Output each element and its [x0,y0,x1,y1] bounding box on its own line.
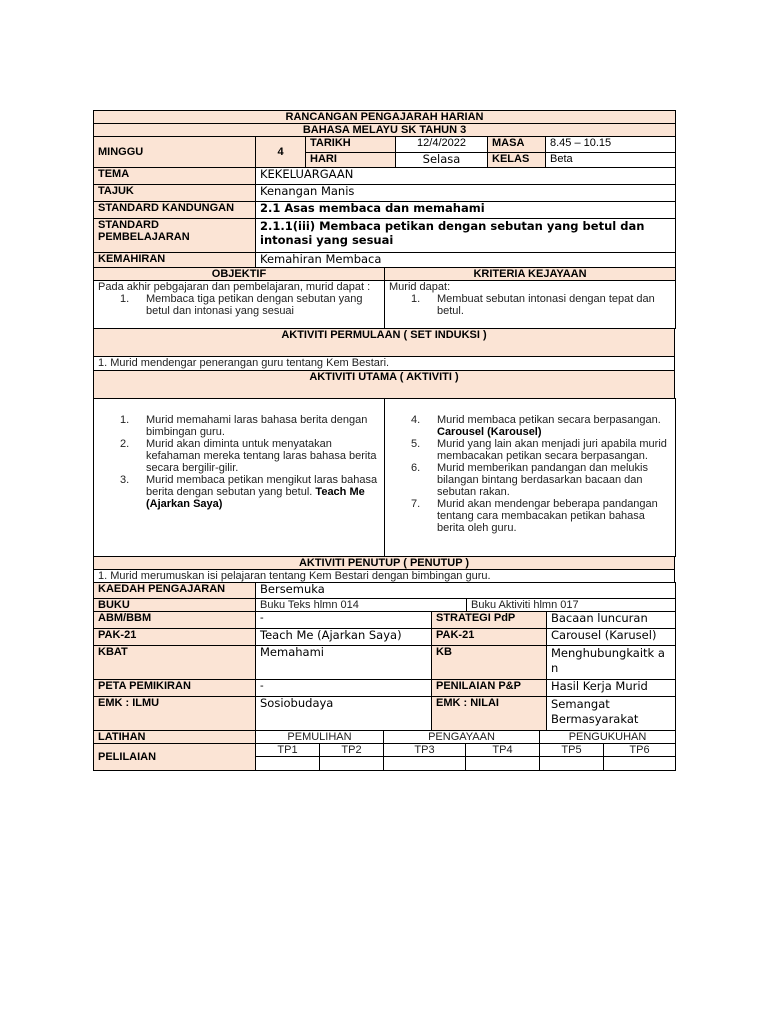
standard-pembelajaran-label [94,219,256,253]
pelilaian-label: PELILAIAN [94,744,256,771]
abm-label: ABM/BBM [94,612,256,629]
objektif-header: OBJEKTIF [94,268,385,281]
plan-title: RANCANGAN PENGAJARAH HARIAN [94,111,676,124]
kbat-label: KBAT [94,646,256,680]
utama-header: AKTIVITI UTAMA ( AKTIVITI ) [94,371,675,399]
penilaian-label: PENILAIAN P&P [432,680,547,697]
activity-item: 6. Murid memberikan pandangan dan melukis bilangan bintang berdasarkan bacaan dan sebutan rakan. [411,462,648,498]
tp4-label: TP4 [466,744,540,757]
masa-label: MASA [488,137,546,153]
activity-item: 5. Murid yang lain akan menjadi juri apabila murid membacakan petikan secara berpasangan. [411,438,667,462]
hari-label: HARI [306,153,396,168]
buku-label: BUKU [94,599,256,612]
kriteria-header: KRITERIA KEJAYAAN [385,268,676,281]
tp5-cell [540,757,604,771]
tp6-label: TP6 [604,744,676,757]
emk-ilmu-value: Sosiobudaya [256,697,432,731]
hari-value: Selasa [396,153,488,168]
strategy-label: Carousel (Karousel) [437,426,542,438]
buku-teks: Buku Teks hlmn 014 [256,599,467,612]
objectives-table [93,267,676,329]
tarikh-label: TARIKH [306,137,396,153]
kemahiran-value: Kemahiran Membaca [256,253,676,268]
pengukuhan-label: PENGUKUHAN [540,731,676,744]
kaedah-value: Bersemuka [256,583,676,599]
strategy-label: Teach Me (Ajarkan Saya) [146,486,365,510]
activity-item: 7. Murid akan mendengar beberapa pandangan tentang cara membacakan petikan bahasa berita oleh guru. [411,498,658,534]
tarikh-value: 12/4/2022 [396,137,488,153]
tp1-cell [256,757,320,771]
minggu-value: 4 [256,137,306,168]
permulaan-header: AKTIVITI PERMULAAN ( SET INDUKSI ) [94,329,675,357]
kemahiran-label: KEMAHIRAN [94,253,256,268]
standard-kandungan-value: 2.1 Asas membaca dan memahami [256,202,676,219]
utama-left-cell [94,399,385,557]
penutup-table [93,556,675,583]
plan-subtitle: BAHASA MELAYU SK TAHUN 3 [94,124,676,137]
abm-value: - [256,612,432,629]
standard-kandungan-label: STANDARD KANDUNGAN [94,202,256,219]
activity-item: 4. Murid membaca petikan secara berpasangan. Carousel (Karousel) [411,414,661,438]
tajuk-value: Kenangan Manis [256,185,676,202]
buku-aktiviti: Buku Aktiviti hlmn 017 [467,599,676,612]
pak21-value-2: Carousel (Karusel) [547,629,676,646]
pak21-label-2: PAK-21 [432,629,547,646]
details-table [93,582,676,731]
tp2-label: TP2 [320,744,384,757]
kbat-value: Memahami [256,646,432,680]
activity-item: 1. Murid memahami laras bahasa berita dengan bimbingan guru. [120,414,368,438]
kaedah-label: KAEDAH PENGAJARAN [94,583,256,599]
kb-value: Menghubungkaitk an [547,646,676,680]
sp-label-line-1: STANDARD [98,219,159,231]
assessment-table [93,730,676,771]
objektif-item: 1. Membaca tiga petikan dengan sebutan yang betul dan intonasi yang sesuai [120,293,363,317]
pengayaan-label: PENGAYAAN [384,731,540,744]
permulaan-table [93,328,675,399]
tp3-cell [384,757,466,771]
kriteria-item: 1. Membuat sebutan intonasi dengan tepat dan betul. [411,293,655,317]
lesson-plan-document [93,110,675,771]
penutup-header: AKTIVITI PENUTUP ( PENUTUP ) [94,557,675,570]
tp5-label: TP5 [540,744,604,757]
strategi-value: Bacaan luncuran [547,612,676,629]
utama-table [93,398,676,557]
activity-item: 2. Murid akan diminta untuk menyatakan kefahaman mereka tentang laras bahasa berita secara bergilir-gilir. [120,438,377,474]
strategi-label: STRATEGI PdP [432,612,547,629]
header-table [93,110,676,168]
pak21-value: Teach Me (Ajarkan Saya) [256,629,432,646]
sp-label-line-2: PEMBELAJARAN [98,231,190,243]
tp3-label: TP3 [384,744,466,757]
tajuk-label: TAJUK [94,185,256,202]
tp1-label: TP1 [256,744,320,757]
topic-table [93,167,676,268]
tema-label: TEMA [94,168,256,185]
minggu-label: MINGGU [94,137,256,168]
penilaian-value: Hasil Kerja Murid [547,680,676,697]
emk-nilai-value: Semangat Bermasyarakat [547,697,676,731]
standard-pembelajaran-value: 2.1.1(iii) Membaca petikan dengan sebutan yang betul dan intonasi yang sesuai [256,219,676,253]
activity-item: 3. Murid membaca petikan mengikut laras bahasa berita dengan sebutan yang betul. Teach Me (Ajarkan Saya) [120,474,378,510]
masa-value: 8.45 – 10.15 [546,137,676,153]
pak21-label: PAK-21 [94,629,256,646]
tp4-cell [466,757,540,771]
kb-label: KB [432,646,547,680]
kriteria-intro: Murid dapat: [389,281,451,293]
tp6-cell [604,757,676,771]
utama-right-cell [385,399,676,557]
kelas-label: KELAS [488,153,546,168]
penutup-text: 1. Murid merumuskan isi pelajaran tentang Kem Bestari dengan bimbingan guru. [94,570,675,583]
tema-value: KEKELUARGAAN [256,168,676,185]
objektif-intro: Pada akhir pebgajaran dan pembelajaran, murid dapat : [98,281,371,293]
tp2-cell [320,757,384,771]
kriteria-cell [385,281,676,329]
objektif-cell [94,281,385,329]
permulaan-text: 1. Murid mendengar penerangan guru tentang Kem Bestari. [94,357,675,371]
latihan-label: LATIHAN [94,731,256,744]
peta-label: PETA PEMIKIRAN [94,680,256,697]
emk-nilai-label: EMK : NILAI [432,697,547,731]
pemulihan-label: PEMULIHAN [256,731,384,744]
kelas-value: Beta [546,153,676,168]
emk-ilmu-label: EMK : ILMU [94,697,256,731]
peta-value: - [256,680,432,697]
